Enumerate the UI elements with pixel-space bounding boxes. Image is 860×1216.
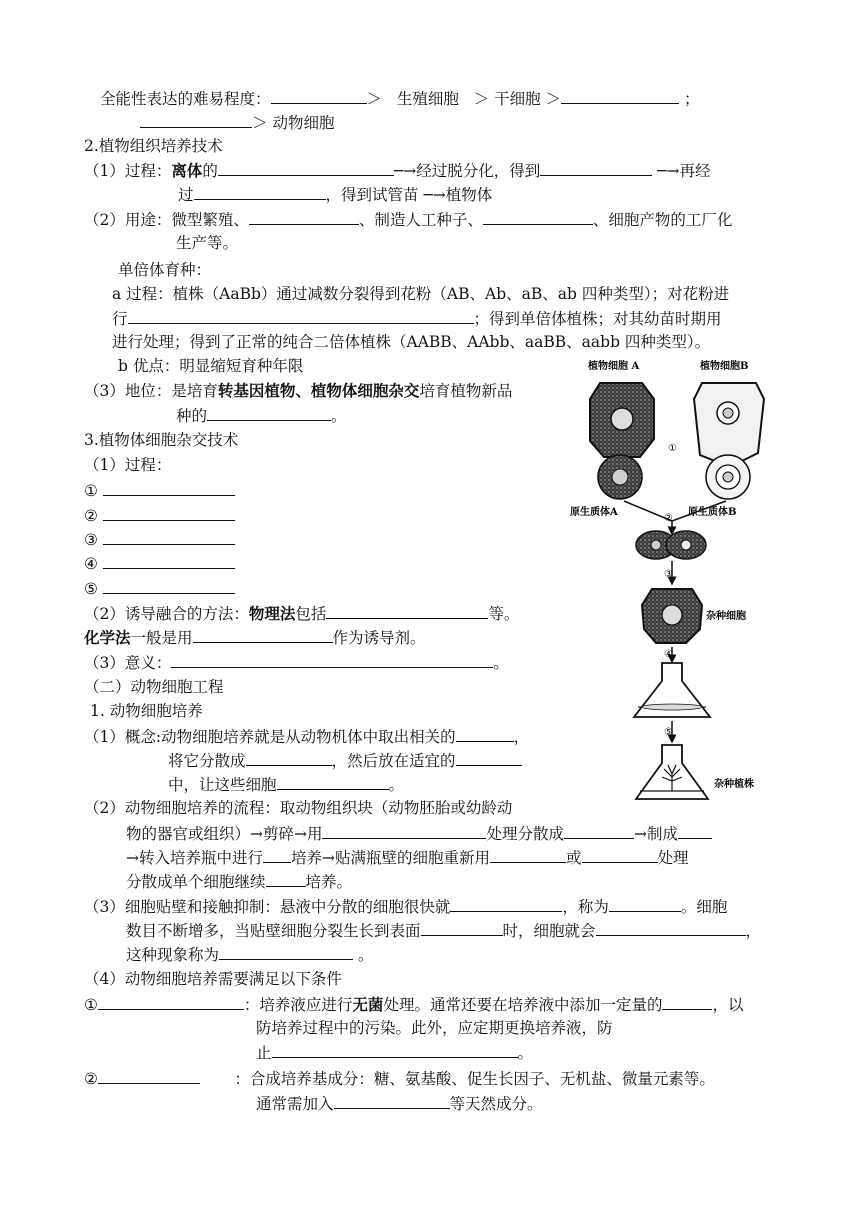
blank[interactable] xyxy=(218,160,394,176)
totipotency-line-1: 全能性表达的难易程度： ＞ 生殖细胞 ＞ 干细胞 ＞ ； xyxy=(100,90,700,108)
blank[interactable] xyxy=(272,1042,518,1058)
concept-line-1: （1）概念:动物细胞培养就是从动物机体中取出相关的 ， xyxy=(84,728,530,746)
step-4: ④ xyxy=(84,553,235,574)
blank[interactable] xyxy=(483,209,593,225)
condition-1-line-1: ① ：培养液应进行无菌处理。通常还要在培养液中添加一定量的 ，以 xyxy=(84,995,744,1014)
blank[interactable] xyxy=(103,553,235,569)
step-1: ① xyxy=(84,480,235,501)
sec2-status-line-1: （3）地位：是培育转基因植物、植物体细胞杂交培育植物新品 xyxy=(84,381,513,400)
sec2-use-line-1: （2）用途：微型繁殖、 、制造人工种子、 、细胞产物的工厂化 xyxy=(84,211,733,229)
blank[interactable] xyxy=(678,823,712,839)
flow-line-3: →转入培养瓶中进行 培养→贴满瓶壁的细胞重新用 或 处理 xyxy=(126,849,689,867)
blank[interactable] xyxy=(140,112,252,128)
culture-flask xyxy=(634,663,710,717)
step-2-marker: ② xyxy=(664,513,673,524)
flow-line-4: 分散成单个细胞继续 培养。 xyxy=(126,873,353,891)
blank[interactable] xyxy=(322,823,486,839)
fusing-protoplasts xyxy=(636,531,706,559)
label-hybrid-cell: 杂种细胞 xyxy=(706,611,746,622)
induce-line-2: 化学法一般是用 作为诱导剂。 xyxy=(84,628,426,647)
contact-line-3: 这种现象称为 。 xyxy=(126,946,374,964)
condition-2-line-1: ② ：合成培养基成分：糖、氨基酸、促生长因子、无机盐、微量元素等。 xyxy=(84,1070,715,1088)
haploid-title: 单倍体育种： xyxy=(118,261,212,279)
condition-2-line-2: 通常需加入 等天然成分。 xyxy=(256,1095,543,1113)
conditions-title: （4）动物细胞培养需要满足以下条件 xyxy=(84,970,342,988)
sec2-process-line-2: 过 ，得到试管苗 ─→植物体 xyxy=(178,186,493,204)
sec2-status-line-2: 种的 。 xyxy=(176,407,347,425)
blank[interactable] xyxy=(456,726,514,742)
blank[interactable] xyxy=(609,896,681,912)
haploid-a-line-1: a 过程：植株（AaBb）通过减数分裂得到花粉（AB、Ab、aB、ab 四种类型）；对花粉进 xyxy=(112,285,730,303)
blank[interactable] xyxy=(456,750,522,766)
concept-line-2: 将它分散成 ，然后放在适宜的 xyxy=(168,750,522,771)
step-1-marker: ① xyxy=(668,443,677,454)
blank[interactable] xyxy=(266,871,306,887)
blank[interactable] xyxy=(596,920,746,936)
hybrid-plant-flask xyxy=(636,745,708,799)
blank[interactable] xyxy=(334,1093,450,1109)
blank[interactable] xyxy=(662,994,712,1010)
sec2-process-line-1: （1）过程：离体的 ─→经过脱分化，得到 ─→再经 xyxy=(84,161,711,180)
blank[interactable] xyxy=(98,1068,200,1084)
label-hybrid-plant: 杂种植株 xyxy=(714,779,754,790)
blank[interactable] xyxy=(249,209,359,225)
step-3-marker: ③ xyxy=(664,569,673,580)
blank[interactable] xyxy=(561,88,679,104)
step-5-marker: ⑤ xyxy=(664,727,673,738)
blank[interactable] xyxy=(193,627,333,643)
condition-1-line-3: 止 。 xyxy=(256,1044,534,1062)
blank[interactable] xyxy=(450,896,562,912)
blank[interactable] xyxy=(171,652,493,668)
haploid-a-line-2: 行 ；得到单倍体植株；对其幼苗时期用 xyxy=(112,310,722,328)
blank[interactable] xyxy=(219,944,353,960)
blank[interactable] xyxy=(103,505,235,521)
totipotency-line-2: ＞ 动物细胞 xyxy=(140,112,334,133)
blank[interactable] xyxy=(103,529,235,545)
blank[interactable] xyxy=(582,847,658,863)
blank[interactable] xyxy=(98,994,244,1010)
blank[interactable] xyxy=(490,847,566,863)
label-cell-a: 植物细胞 A xyxy=(588,361,640,372)
blank[interactable] xyxy=(207,405,331,421)
blank[interactable] xyxy=(271,88,367,104)
haploid-b: b 优点：明显缩短育种年限 xyxy=(118,357,304,375)
label-cell-b: 植物细胞B xyxy=(700,361,749,372)
blank[interactable] xyxy=(564,823,634,839)
blank[interactable] xyxy=(128,308,474,324)
label-proto-a: 原生质体A xyxy=(570,507,618,518)
contact-line-2: 数目不断增多，当贴壁细胞分裂生长到表面 时，细胞就会 ， xyxy=(126,922,762,940)
step-2: ② xyxy=(84,505,235,526)
blank[interactable] xyxy=(421,920,503,936)
blank[interactable] xyxy=(103,578,235,594)
blank[interactable] xyxy=(103,480,235,496)
section-2-title: 2.植物组织培养技术 xyxy=(84,137,223,155)
protoplast-b-visual xyxy=(706,455,750,499)
animal-sub1: 1. 动物细胞培养 xyxy=(90,702,203,720)
flow-line-1: （2）动物细胞培养的流程：取动物组织块（动物胚胎或幼龄动 xyxy=(84,799,513,817)
blank[interactable] xyxy=(263,847,291,863)
animal-section-title: （二）动物细胞工程 xyxy=(84,678,224,696)
flow-line-2: 物的器官或组织）→剪碎→用 处理分散成 →制成 xyxy=(126,823,712,844)
step-5: ⑤ xyxy=(84,578,235,599)
section-3-title: 3.植物体细胞杂交技术 xyxy=(84,431,239,449)
blank[interactable] xyxy=(326,603,488,619)
step-4-marker: ④ xyxy=(664,649,673,660)
plant-cell-a xyxy=(590,383,654,457)
blank[interactable] xyxy=(194,184,326,200)
blank[interactable] xyxy=(246,750,332,766)
protoplast-fusion-diagram xyxy=(560,355,800,815)
step-3: ③ xyxy=(84,529,235,550)
meaning-line: （3）意义： 。 xyxy=(84,654,509,672)
hybrid-cell xyxy=(642,589,702,643)
induce-line-1: （2）诱导融合的方法：物理法包括 等。 xyxy=(84,604,520,623)
label-proto-b: 原生质体B xyxy=(688,507,737,518)
blank[interactable] xyxy=(277,774,389,790)
sec3-process-label: （1）过程： xyxy=(84,456,172,474)
haploid-a-line-3: 进行处理；得到了正常的纯合二倍体植株（AABB、AAbb、aaBB、aabb 四种类型）。 xyxy=(112,333,711,351)
contact-line-1: （3）细胞贴壁和接触抑制：悬液中分散的细胞很快就 ，称为 。细胞 xyxy=(84,898,728,916)
condition-1-line-2: 防培养过程中的污染。此外，应定期更换培养液，防 xyxy=(256,1019,613,1037)
sec2-use-line-2: 生产等。 xyxy=(176,234,239,252)
blank[interactable] xyxy=(540,160,652,176)
concept-line-3: 中，让这些细胞 。 xyxy=(168,776,405,794)
